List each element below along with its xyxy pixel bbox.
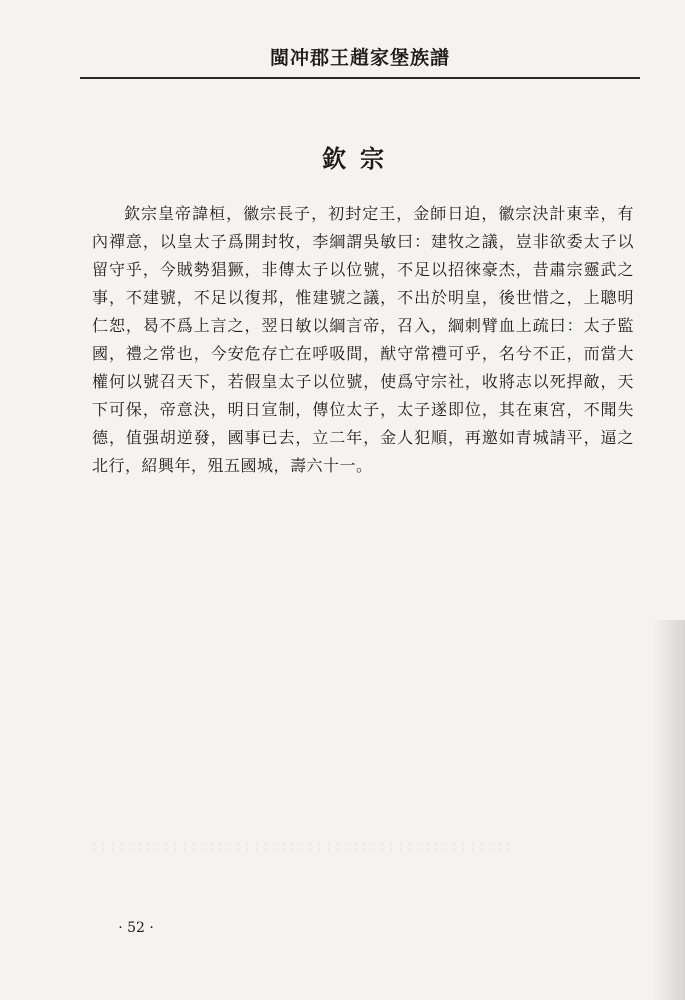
running-header-title: 閩冲郡王趙家堡族譜 xyxy=(269,47,450,69)
page-edge-shadow xyxy=(651,620,685,1000)
page-number: · 52 · xyxy=(118,920,154,936)
scan-speckle xyxy=(90,842,510,852)
page-header xyxy=(80,44,640,76)
header-rule xyxy=(80,77,640,79)
body-paragraph: 欽宗皇帝諱桓，徽宗長子，初封定王，金師日迫，徽宗決計東幸，有內禪意，以皇太子爲開封牧，李綱謂吳敏曰：建牧之議，豈非欲委太子以留守乎，今賊勢猖獗，非傳太子以位號，不足以招徠豪杰，昔肅宗靈武之事，不建號，不足以復邦，惟建號之議，不出於明皇，後世惜之，上聰明仁恕，曷不爲上言之，翌日敏以綱言帝，召入，綱刺臂血上疏曰：太子監國，禮之常也，今安危存亡在呼吸間，猷守常禮可乎，名兮不正，而當大權何以號召天下，若假皇太子以位號，使爲守宗社，收將志以死捍敵，天下可保，帝意決，明日宣制，傳位太子，太子遂即位，其在東宮，不聞失德，值强胡逆發，國事已去，立二年，金人犯順，再邀如青城請平，逼之北行，紹興年，殂五國城，壽六十一。 xyxy=(92,204,634,475)
chapter-title: 欽宗 xyxy=(322,144,398,173)
